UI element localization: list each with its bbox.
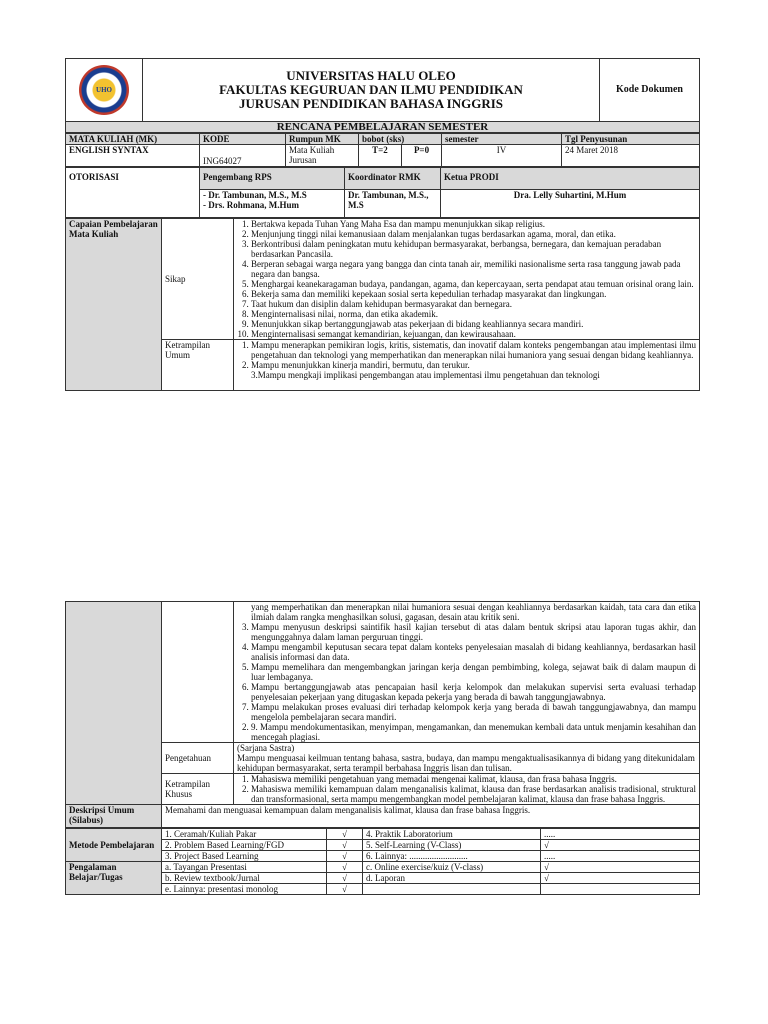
pengalaman-cell	[363, 884, 541, 895]
ku-label: Ketrampilan Umum	[162, 340, 234, 391]
pengetahuan-label: Pengetahuan	[162, 743, 234, 774]
otorisasi-table	[65, 167, 700, 218]
metode-cell: 2. Problem Based Learning/FGD	[162, 840, 327, 851]
pengalaman-check: √	[541, 862, 700, 873]
semester-header: semester	[442, 134, 562, 145]
metode-table	[65, 828, 700, 895]
metode-check: .....	[541, 829, 700, 840]
tgl-header: Tgl Penyusunan	[562, 134, 700, 145]
rps-page-1	[65, 58, 699, 391]
pengetahuan-text: Mampu menguasai keilmuan tentang bahasa, sastra, budaya, dan mampu mengaktualisasikannya di bidang yang ditekunidalam kehidupan bermasyarakat, serta terampil berbahasa Inggris lisan dan tulisan.	[237, 753, 695, 773]
sikap-item: 10. Menginternalisasi semangat kemandirian, kejuangan, dan kewirausahaan.	[251, 329, 696, 339]
mk-header: MATA KULIAH (MK)	[66, 134, 200, 145]
header-title-cell	[143, 59, 600, 122]
sikap-item: 8. Menginternalisasi nilai, norma, dan etika akademik.	[251, 309, 696, 319]
koordinator-1: Dr. Tambunan, M.S.,	[348, 190, 429, 200]
university-name: UNIVERSITAS HALU OLEO	[286, 68, 456, 83]
tgl-value: 24 Maret 2018	[562, 145, 700, 167]
kk-item: 1. Mahasiswa memiliki pengetahuan yang memadai mengenai kalimat, klausa, dan frasa bahasa Inggris.	[251, 774, 696, 784]
pengembang-1: - Dr. Tambunan, M.S., M.S	[203, 190, 307, 200]
sikap-item: 2. Menjunjung tinggi nilai kemanusiaan dalam menjalankan tugas berdasarkan agama, moral, dan etika.	[251, 229, 696, 239]
rps-title: RENCANA PEMBELAJARAN SEMESTER	[66, 122, 700, 133]
t-value: T=2	[359, 145, 402, 167]
metode-check: √	[327, 829, 363, 840]
ku-label-cont	[162, 602, 234, 743]
deskripsi-label: Deskripsi Umum (Silabus)	[66, 805, 162, 828]
metode-check: √	[327, 851, 363, 862]
p-value: P=0	[402, 145, 442, 167]
pengembang-names	[200, 190, 345, 218]
pengalaman-cell: b. Review textbook/Jurnal	[162, 873, 327, 884]
pengalaman-check: √	[327, 884, 363, 895]
doc-code-label: Kode Dokumen	[600, 59, 700, 122]
sikap-item: 1. Bertakwa kepada Tuhan Yang Maha Esa dan mampu menunjukkan sikap religius.	[251, 219, 696, 229]
kk-label: Ketrampilan Khusus	[162, 774, 234, 805]
pengalaman-check: √	[327, 862, 363, 873]
university-logo-cell	[66, 59, 143, 122]
cp-table-cont	[65, 601, 700, 828]
kode-header: KODE	[200, 134, 286, 145]
pengalaman-cell: c. Online exercise/kuiz (V-class)	[363, 862, 541, 873]
rumpun-value: Mata Kuliah Jurusan	[286, 145, 359, 167]
rumpun-header: Rumpun MK	[286, 134, 359, 145]
ku-cell	[234, 340, 700, 391]
ku-item: 3. 3.Mampu mengkaji implikasi pengembangan atau implementasi ilmu pengetahuan dan teknologi	[251, 370, 696, 380]
ku-list-last	[237, 722, 696, 742]
ku-cont-text: yang memperhatikan dan menerapkan nilai humaniora sesuai dengan keahliannya berdasarkan kaidah, tata cara dan etika ilmiah dalam rangka menghasilkan solusi, gagasan, desain atau kritik seni.	[251, 602, 696, 622]
kk-item: 2. Mahasiswa memiliki kemampuan dalam menganalisis kalimat, klausa dan frase berdasarkan analisis tradisional, struktural dan transformasional, serta mampu mengembangkan model pembelajaran kalimat, klausa dan frase bahasa Inggris.	[251, 784, 696, 804]
pengalaman-check: √	[327, 873, 363, 884]
ku-list	[237, 340, 696, 380]
deskripsi-text: Memahami dan menguasai kemampuan dalam menganalisis kalimat, klausa dan frase bahasa Inggris.	[162, 805, 700, 828]
sikap-item: 7. Taat hukum dan disiplin dalam kehidupan bermasyarakat dan bernegara.	[251, 299, 696, 309]
kk-list	[237, 774, 696, 804]
header-table	[65, 58, 700, 133]
metode-check: .....	[541, 851, 700, 862]
koordinator-2: M.S	[348, 200, 364, 210]
pengembang-label: Pengembang RPS	[200, 168, 345, 190]
otorisasi-label: OTORISASI	[66, 168, 200, 218]
kk-cell	[234, 774, 700, 805]
metode-cell: 6. Lainnya: ..........................	[363, 851, 541, 862]
cp-table	[65, 218, 700, 391]
ku-item: 2. 9. Mampu mendokumentasikan, menyimpan, mengamankan, dan menemukan kembali data untuk menjamin kesahihan dan mencegah plagiasi.	[251, 722, 696, 742]
rps-page-2	[65, 601, 699, 895]
metode-cell: 5. Self-Learning (V-Class)	[363, 840, 541, 851]
metode-cell: 3. Project Based Learning	[162, 851, 327, 862]
sikap-item: 5. Menghargai keanekaragaman budaya, pandangan, agama, dan kepercayaan, serta pendapat atau temuan orisinal orang lain.	[251, 279, 696, 289]
pengembang-2: - Drs. Rohmana, M.Hum	[203, 200, 299, 210]
pengalaman-cell: a. Tayangan Presentasi	[162, 862, 327, 873]
ku-list-cont	[237, 622, 696, 722]
ketua-name: Dra. Lelly Suhartini, M.Hum	[441, 190, 700, 218]
bobot-header: bobot (sks)	[359, 134, 442, 145]
cp-label-cont	[66, 602, 162, 805]
pengalaman-check: √	[541, 873, 700, 884]
metode-label: Metode Pembelajaran	[66, 829, 162, 862]
cp-label: Capaian Pembelajaran Mata Kuliah	[66, 219, 162, 391]
sikap-item: 4. Berperan sebagai warga negara yang bangga dan cinta tanah air, memiliki nasionalisme serta rasa tanggung jawab pada negara dan bangsa.	[251, 259, 696, 279]
sikap-list	[237, 219, 696, 339]
ketua-label: Ketua PRODI	[441, 168, 700, 190]
pengalaman-cell: e. Lainnya: presentasi monolog	[162, 884, 327, 895]
pengetahuan-cell	[234, 743, 700, 774]
koordinator-names	[345, 190, 441, 218]
ku-item: 6. Mampu bertanggungjawab atas pencapaian hasil kerja kelompok dan melakukan supervisi serta evaluasi terhadap penyelesaian pekerjaan yang ditugaskan kepada pekerja yang berada di bawah tanggungjawabnya.	[251, 682, 696, 702]
mk-value: ENGLISH SYNTAX	[66, 145, 200, 167]
ku-item: 2. Mampu menunjukkan kinerja mandiri, bermutu, dan terukur.	[251, 360, 696, 370]
sikap-cell	[234, 219, 700, 340]
metode-check: √	[541, 840, 700, 851]
kode-value: ING64027	[200, 145, 286, 167]
university-logo-icon: UHO	[79, 65, 129, 115]
metode-cell: 1. Ceramah/Kuliah Pakar	[162, 829, 327, 840]
ku-item: 3. Mampu menyusun deskripsi saintifik hasil kajian tersebut di atas dalam bentuk skripsi atau laporan tugas akhir, dan mengunggahnya dalam laman perguruan tinggi.	[251, 622, 696, 642]
ku-item: 1. Mampu menerapkan pemikiran logis, kritis, sistematis, dan inovatif dalam konteks pengembangan atau implementasi ilmu pengetahuan dan teknologi yang memperhatikan dan menerapkan nilai humaniora yang sesuai dengan bidang keahliannya.	[251, 340, 696, 360]
semester-value: IV	[442, 145, 562, 167]
sikap-item: 3. Berkontribusi dalam peningkatan mutu kehidupan bermasyarakat, berbangsa, bernegara, dan kemajuan peradaban berdasarkan Pancasila.	[251, 239, 696, 259]
metode-check: √	[327, 840, 363, 851]
ku-item: 4. Mampu mengambil keputusan secara tepat dalam konteks penyelesaian masalah di bidang keahliannya, berdasarkan hasil analisis informasi dan data.	[251, 642, 696, 662]
sikap-item: 6. Bekerja sama dan memiliki kepekaan sosial serta kepedulian terhadap masyarakat dan lingkungan.	[251, 289, 696, 299]
pengalaman-check	[541, 884, 700, 895]
pengalaman-label: Pengalaman Belajar/Tugas	[66, 862, 162, 895]
sikap-item: 9. Menunjukkan sikap bertanggungjawab atas pekerjaan di bidang keahliannya secara mandiri.	[251, 319, 696, 329]
ku-cell-cont	[234, 602, 700, 743]
ku-item: 7. Mampu melakukan proses evaluasi diri terhadap kelompok kerja yang berada di bawah tanggungjawabnya, dan mampu mengelola pembelajaran secara mandiri.	[251, 702, 696, 722]
koordinator-label: Koordinator RMK	[345, 168, 441, 190]
pengetahuan-degree: (Sarjana Sastra)	[237, 743, 295, 753]
course-table	[65, 133, 700, 167]
ku-item: 5. Mampu memelihara dan mengembangkan jaringan kerja dengan pembimbing, kolega, sejawat baik di dalam maupun di luar lembaganya.	[251, 662, 696, 682]
metode-cell: 4. Praktik Laboratorium	[363, 829, 541, 840]
sikap-label: Sikap	[162, 219, 234, 340]
pengalaman-cell: d. Laporan	[363, 873, 541, 884]
department-name: JURUSAN PENDIDIKAN BAHASA INGGRIS	[238, 96, 503, 111]
faculty-name: FAKULTAS KEGURUAN DAN ILMU PENDIDIKAN	[219, 82, 523, 97]
